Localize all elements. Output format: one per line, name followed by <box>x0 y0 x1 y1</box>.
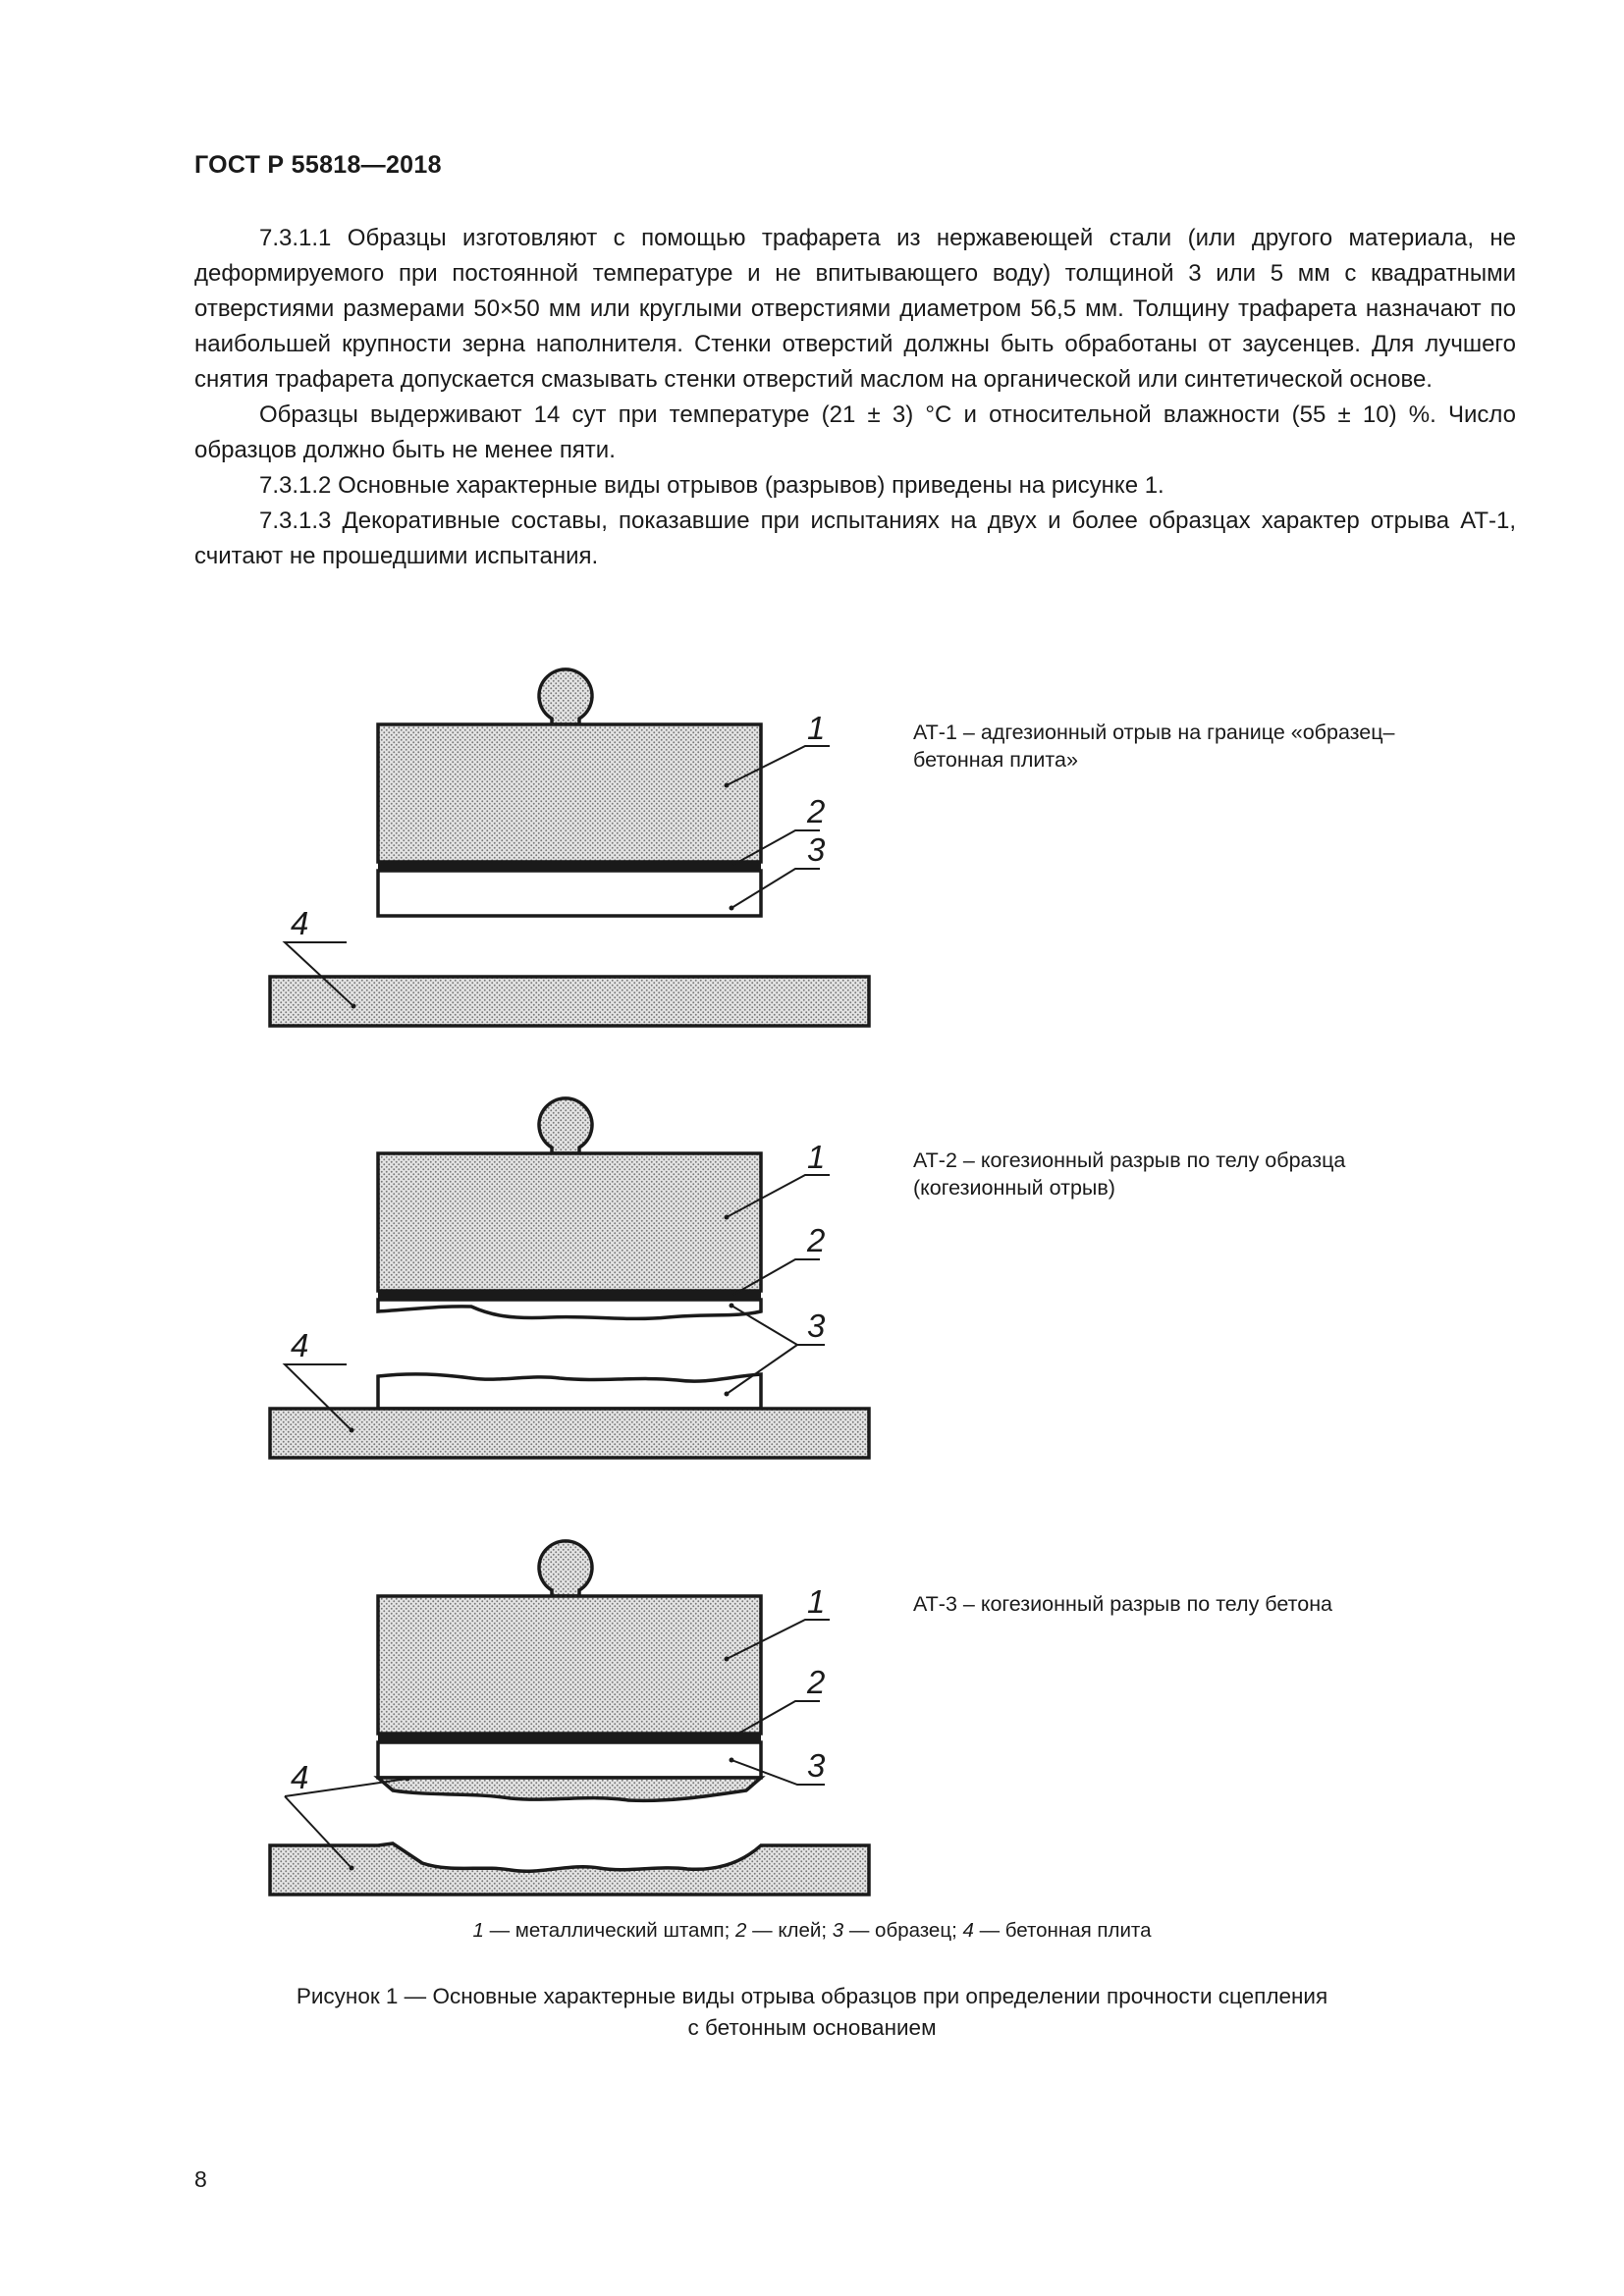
legend-text-3: — образец; <box>843 1919 963 1942</box>
figure-1-diagrams <box>0 628 1624 1904</box>
diagram-at2-description: АТ-2 – когезионный разрыв по телу образца (когезионный отрыв) <box>913 1148 1346 1200</box>
legend-num-4: 4 <box>962 1919 974 1942</box>
legend-text-2: — клей; <box>746 1919 833 1942</box>
diagram-at2 <box>270 1098 869 1458</box>
label-3: 3 <box>807 1308 826 1344</box>
paragraph-conditioning: Образцы выдерживают 14 сут при температуре (21 ± 3) °С и относительной влажности (55 ± 10) %. Число образцов должно быть не менее пяти. <box>194 401 1516 463</box>
legend-text-4: — бетонная плита <box>973 1919 1152 1942</box>
metal-stamp <box>378 1153 761 1291</box>
stamp-handle <box>539 1098 592 1153</box>
concrete-slab <box>270 977 869 1026</box>
paragraph-7-3-1-3: 7.3.1.3 Декоративные составы, показавшие при испытаниях на двух и более образцах характер отрыва АТ-1, считают не прошедшими испытания. <box>194 507 1516 569</box>
label-2: 2 <box>807 793 826 829</box>
label-4: 4 <box>291 905 309 941</box>
diagram-at3-description: АТ-3 – когезионный разрыв по телу бетона <box>913 1592 1333 1616</box>
page-number: 8 <box>194 2166 207 2192</box>
label-3: 3 <box>807 1747 826 1784</box>
paragraph-7-3-1-2: 7.3.1.2 Основные характерные виды отрывов (разрывов) приведены на рисунке 1. <box>259 472 1164 499</box>
sample-upper-fragment <box>378 1300 761 1318</box>
label-4: 4 <box>291 1759 309 1795</box>
label-4: 4 <box>291 1327 309 1363</box>
sample-layer <box>378 1742 761 1778</box>
label-1: 1 <box>807 1583 826 1620</box>
stamp-handle <box>539 669 592 724</box>
figure-legend <box>0 1919 1624 1943</box>
legend-text-1: — металлический штамп; <box>483 1919 736 1942</box>
figure-caption-line-1: Рисунок 1 — Основные характерные виды отрыва образцов при определении прочности сцепления <box>296 1984 1328 2008</box>
stamp-handle <box>539 1541 592 1596</box>
diagram-at1 <box>270 669 869 1026</box>
figure-caption <box>226 1981 1398 2044</box>
metal-stamp <box>378 724 761 862</box>
metal-stamp <box>378 1596 761 1734</box>
label-2: 2 <box>807 1222 826 1258</box>
concrete-slab <box>270 1409 869 1458</box>
diagram-at1-description: АТ-1 – адгезионный отрыв на границе «образец–бетонная плита» <box>913 721 1395 772</box>
legend-num-1: 1 <box>472 1919 484 1942</box>
label-3: 3 <box>807 831 826 868</box>
label-1: 1 <box>807 1139 826 1175</box>
label-2: 2 <box>807 1664 826 1700</box>
body-text <box>194 221 1516 574</box>
paragraph-7-3-1-1: 7.3.1.1 Образцы изготовляют с помощью трафарета из нержавеющей стали (или другого материала, не деформируемого при постоянной температуре и не впитывающего воду) толщиной 3 или 5 мм с квадратными отверстиями размерами 50×50 мм или круглыми отверстиями диаметром 56,5 мм. Толщину трафарета назначают по наибольшей крупности зерна наполнителя. Стенки отверстий должны быть обработаны от заусенцев. Для лучшего снятия трафарета допускается смазывать стенки отверстий маслом на органической или синтетической основе. <box>194 225 1516 393</box>
concrete-slab-broken <box>270 1843 869 1895</box>
sample-lower-fragment <box>378 1374 761 1409</box>
legend-num-2: 2 <box>735 1919 747 1942</box>
document-code-header: ГОСТ Р 55818—2018 <box>194 151 442 179</box>
concrete-fragment <box>378 1778 761 1800</box>
label-1: 1 <box>807 710 826 746</box>
diagram-at3 <box>270 1541 869 1895</box>
figure-caption-line-2: с бетонным основанием <box>687 2015 937 2040</box>
sample-layer <box>378 871 761 916</box>
legend-num-3: 3 <box>832 1919 844 1942</box>
